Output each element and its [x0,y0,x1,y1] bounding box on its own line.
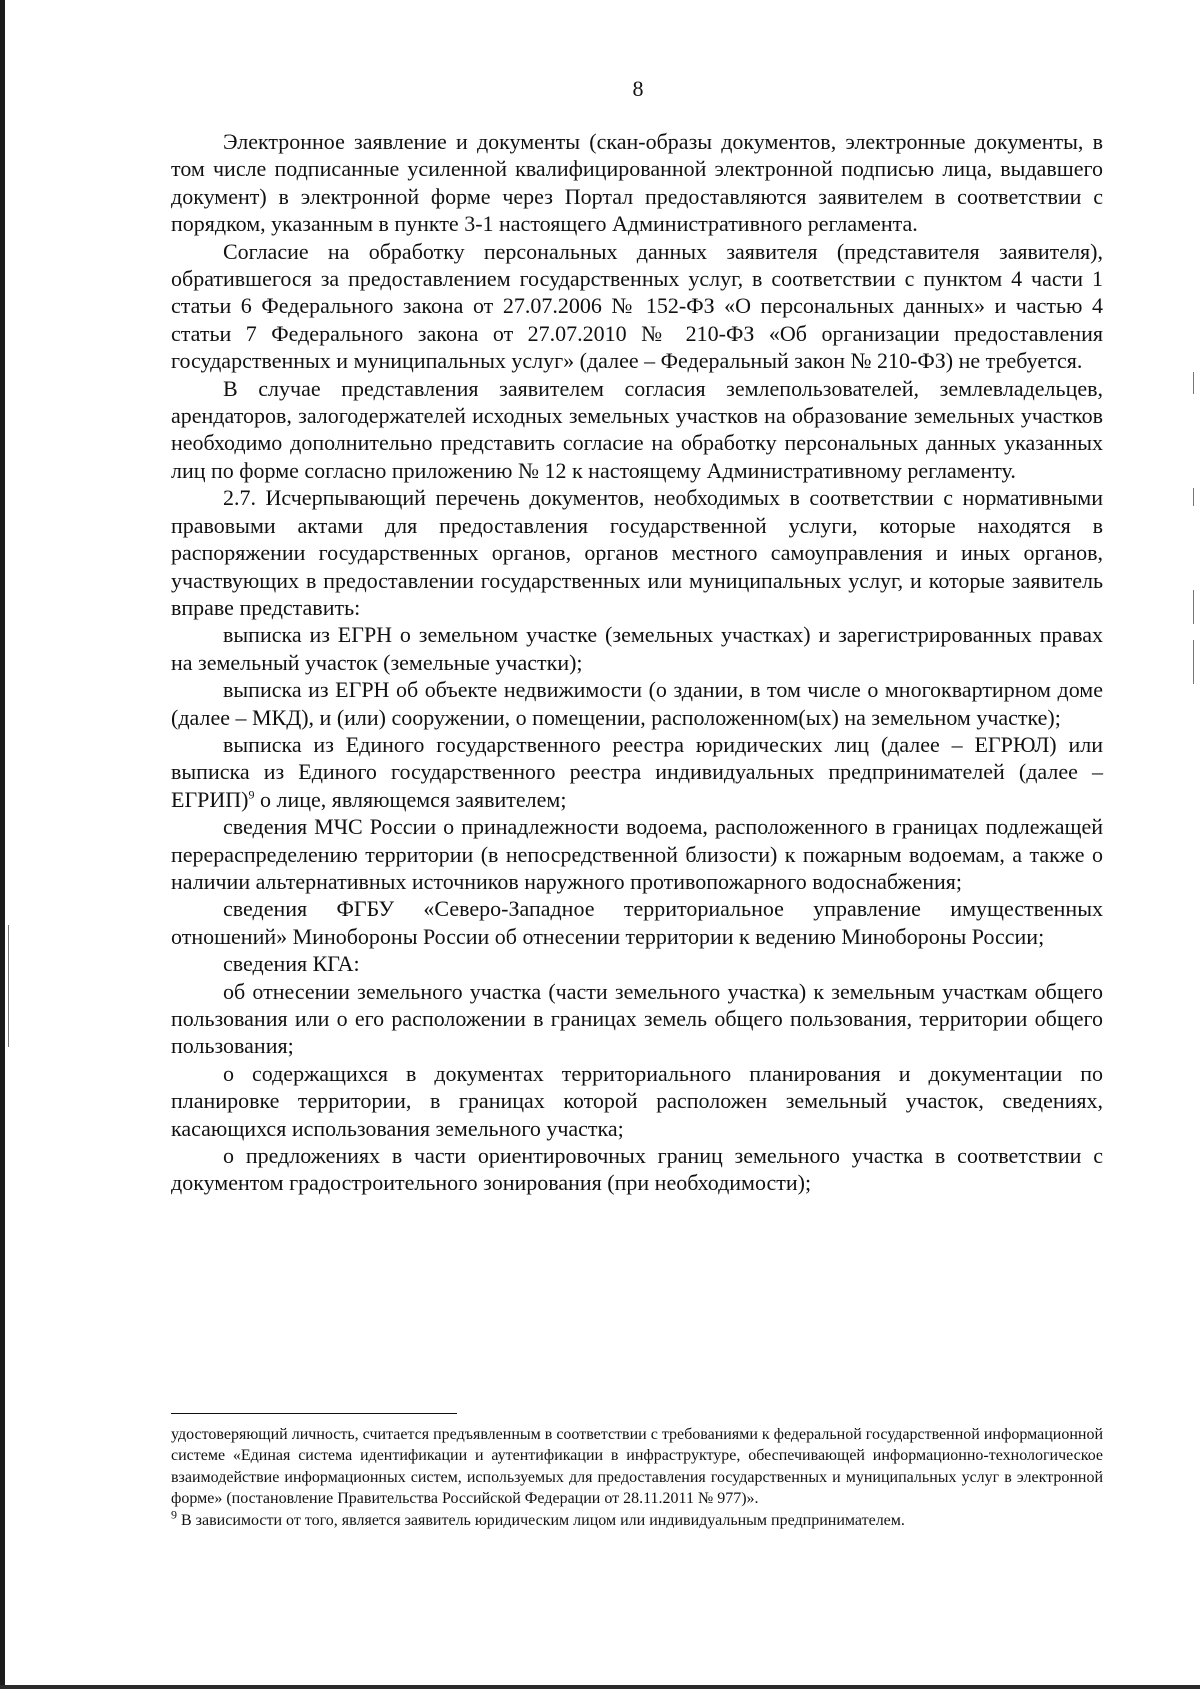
paragraph-egrn-property-extract: выписка из ЕГРН об объекте недвижимости (о здании, в том числе о многоквартирном доме (далее – МКД), и (или) сооружении, о помещении, расположенном(ых) на земельном участке); [171,677,1103,730]
paragraph-kga-public-land: об отнесении земельного участка (части земельного участка) к земельным участкам общего пользования или о его расположении в границах земель общего пользования, территории общего пользования; [171,978,1103,1059]
margin-mark [8,925,9,1047]
margin-mark [1193,372,1194,394]
margin-mark [1193,640,1194,684]
footnote-continuation: удостоверяющий личность, считается предъявленным в соответствии с требованиями к федеральной государственной информационной системе «Единая система идентификации и аутентификации в инфраструктуре, обеспечивающей информационно-технологическое взаимодействие информационных систем, используемых для предоставления государственных и муниципальных услуг в электронной форме» (постановление Правительства Российской Федерации от 28.11.2011 № 977)». [171,1426,1104,1508]
page-number: 8 [632,76,644,101]
footnote-ref-9: 9 [248,787,255,802]
paragraph-personal-data-consent: Согласие на обработку персональных данных заявителя (представителя заявителя), обратившегося за предоставлением государственных услуг, в соответствии с пунктом 4 части 1 статьи 6 Федерального закона от 27.07.2006 № 152-ФЗ «О персональных данных» и частью 4 статьи 7 Федерального закона от 27.07.2010 № 210-ФЗ «Об организации предоставления государственных и муниципальных услуг» (далее – Федеральный закон № 210-ФЗ) не требуется. [171,238,1103,374]
footnote-9-text: В зависимости от того, является заявитель юридическим лицом или индивидуальным предпринимателем. [177,1511,905,1529]
egrul-text-end: о лице, являющемся заявителем; [254,786,567,812]
paragraph-electronic-application: Электронное заявление и документы (скан-образы документов, электронные документы, в том числе подписанные усиленной квалифицированной электронной подписью лица, выдавшего документ) в электронной форме через Портал предоставляются заявителем в соответствии с порядком, указанным в пункте 3-1 настоящего Административного регламента. [171,129,1103,237]
paragraph-kga-heading: сведения КГА: [223,951,360,977]
footnotes [171,1424,1103,1531]
margin-mark [1193,488,1194,506]
scan-edge-left [0,0,5,1689]
paragraph-kga-planning-docs: о содержащихся в документах территориального планирования и документации по планировке территории, в границах которой расположен земельный участок, сведениях, касающихся использования земельного участка; [171,1060,1103,1141]
footnote-separator [171,1413,457,1414]
scan-edge-bottom [0,1685,1200,1689]
paragraph-fgbu-info: сведения ФГБУ «Северо-Западное территориальное управление имущественных отношений» Минобороны России об отнесении территории к ведению Минобороны России; [171,896,1103,949]
paragraph-kga-zoning: о предложениях в части ориентировочных границ земельного участка в соответствии с документом градостроительного зонирования (при необходимости); [171,1143,1103,1196]
footnote-9 [171,1507,1103,1531]
paragraph-mchs-info: сведения МЧС России о принадлежности водоема, расположенного в границах подлежащей перераспределению территории (в непосредственной близости) к пожарным водоемам, а также о наличии альтернативных источников наружного противопожарного водоснабжения; [171,814,1103,894]
paragraph-section-2-7: 2.7. Исчерпывающий перечень документов, необходимых в соответствии с нормативными правовыми актами для предоставления государственной услуги, которые находятся в распоряжении государственных органов, органов местного самоуправления и иных органов, участвующих в предоставлении государственных или муниципальных услуг, и которые заявитель вправе представить: [171,485,1103,620]
egrul-text: выписка из Единого государственного реестра юридических лиц (далее – ЕГРЮЛ) или выписка из Единого государственного реестра индивидуальных предпринимателей (далее – ЕГРИП) [171,731,1103,812]
paragraph-egrul-extract [171,731,1103,813]
document-body [171,128,1103,1197]
margin-mark [1193,590,1194,624]
footnote-9-marker: 9 [171,1507,177,1522]
paragraph-landholder-consent: В случае представления заявителем согласия землепользователей, землевладельцев, арендаторов, залогодержателей исходных земельных участков на образование земельных участков необходимо дополнительно представить согласие на обработку персональных данных указанных лиц по форме согласно приложению № 12 к настоящему Административному регламенту. [171,375,1103,483]
paragraph-egrn-land-extract: выписка из ЕГРН о земельном участке (земельных участках) и зарегистрированных правах на земельный участок (земельные участки); [171,622,1103,675]
